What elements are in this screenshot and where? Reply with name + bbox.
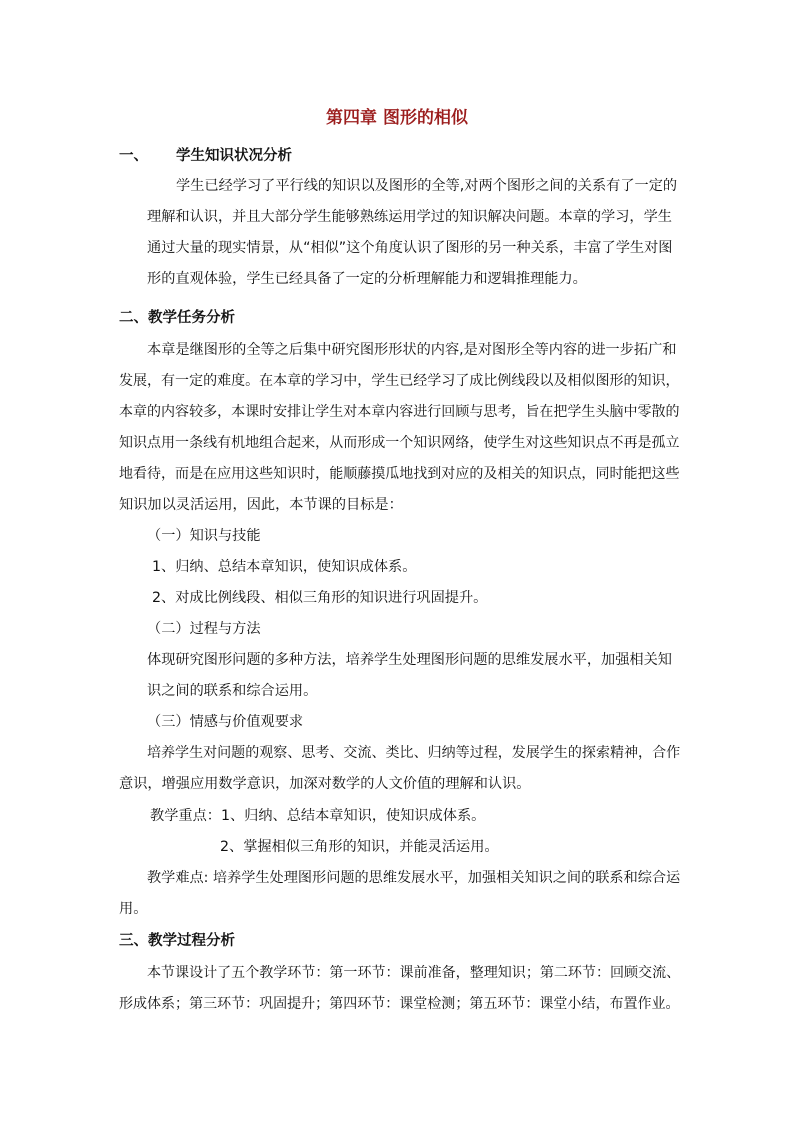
section-2-line-1: 本章是继图形的全等之后集中研究图形形状的内容,是对图形全等内容的进一步拓广和: [147, 342, 677, 358]
section-3-heading: 三、教学过程分析: [119, 933, 235, 949]
section-2-line-2: 发展，有一定的难度。在本章的学习中，学生已经学习了成比例线段以及相似图形的知识，: [119, 373, 680, 389]
section-1-line-1: 学生已经学习了平行线的知识以及图形的全等,对两个图形之间的关系有了一定的: [176, 178, 678, 194]
section-1-line-3: 通过大量的现实情景，从“相似”这个角度认识了图形的另一种关系，丰富了学生对图: [147, 240, 673, 256]
goal-3-line-1: 培养学生对问题的观察、思考、交流、类比、归纳等过程，发展学生的探索精神，合作: [147, 745, 681, 761]
section-3-line-1: 本节课设计了五个教学环节：第一环节：课前准备，整理知识；第二环节：回顾交流、: [147, 965, 681, 981]
goal-2-line-1: 体现研究图形问题的多种方法，培养学生处理图形问题的思维发展水平，加强相关知: [147, 652, 672, 668]
section-2-line-5: 地看待，而是在应用这些知识时，能顺藤摸瓜地找到对应的及相关的知识点，同时能把这些: [119, 466, 680, 482]
goal-1-heading: （一）知识与技能: [147, 528, 261, 544]
section-2-line-6: 知识加以灵活运用，因此，本节课的目标是：: [119, 497, 403, 513]
goal-3-line-2: 意识，增强应用数学意识，加深对数学的人文价值的理解和认识。: [119, 776, 531, 792]
difficulty-line-1: 教学难点: 培养学生处理图形问题的思维发展水平，加强相关知识之间的联系和综合运: [147, 870, 681, 886]
page-title: 第四章 图形的相似: [326, 108, 468, 128]
section-1-line-2: 理解和认识，并且大部分学生能够熟练运用学过的知识解决问题。本章的学习，学生: [147, 209, 672, 225]
goal-1-item-1: 1、归纳、总结本章知识，使知识成体系。: [152, 559, 417, 575]
section-1-heading: 学生知识状况分析: [176, 148, 292, 164]
section-2-line-4: 知识点用一条线有机地组合起来，从而形成一个知识网络，使学生对这些知识点不再是孤立: [119, 435, 680, 451]
key-points-1: 教学重点：1、归纳、总结本章知识，使知识成体系。: [150, 808, 486, 824]
key-points-2: 2、掌握相似三角形的知识，并能灵活运用。: [220, 839, 499, 855]
section-3-line-2: 形成体系；第三环节：巩固提升；第四环节：课堂检测；第五环节：课堂小结，布置作业。: [119, 996, 680, 1012]
goal-1-item-2: 2、对成比例线段、相似三角形的知识进行巩固提升。: [152, 590, 488, 606]
difficulty-line-2: 用。: [119, 901, 148, 917]
goal-2-heading: （二）过程与方法: [147, 621, 261, 637]
goal-3-heading: （三）情感与价值观要求: [147, 714, 304, 730]
section-1-number: 一、: [119, 148, 148, 164]
section-2-line-3: 本章的内容较多，本课时安排让学生对本章内容进行回顾与思考，旨在把学生头脑中零散的: [119, 404, 680, 420]
section-2-heading: 二、教学任务分析: [119, 310, 235, 326]
section-1-line-4: 形的直观体验，学生已经具备了一定的分析理解能力和逻辑推理能力。: [147, 271, 587, 287]
goal-2-line-2: 识之间的联系和综合运用。: [147, 683, 318, 699]
